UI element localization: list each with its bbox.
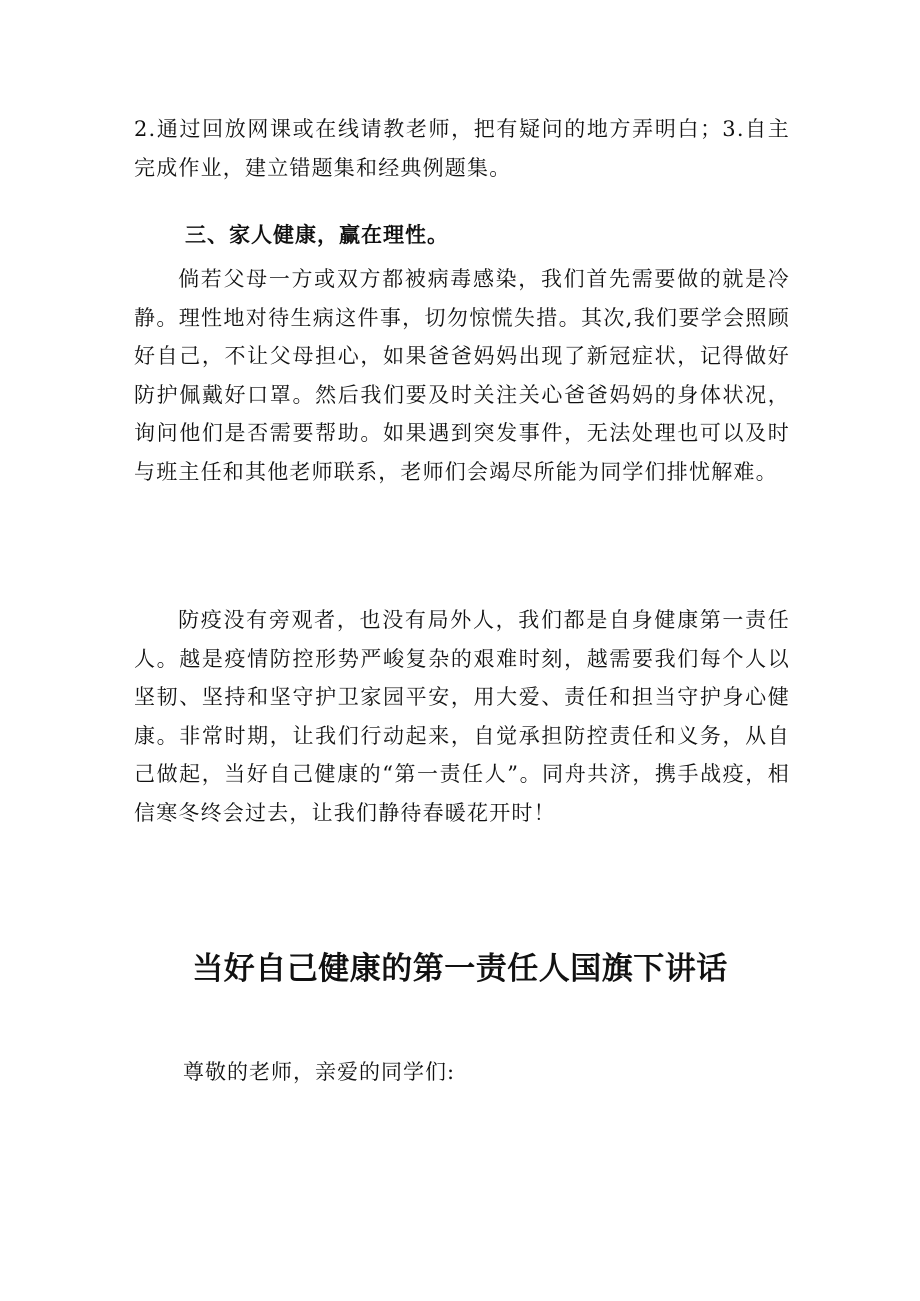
speech-greeting: 尊敬的老师，亲爱的同学们: (183, 1060, 456, 1084)
paragraph-study-tips: 2.通过回放网课或在线请教老师，把有疑问的地方弄明白；3.自主完成作业，建立错题集和经典例题集。 (134, 117, 790, 180)
speech-title: 当好自己健康的第一责任人国旗下讲话 (192, 951, 728, 987)
section-heading-family-health: 三、家人健康，赢在理性。 (185, 223, 449, 247)
paragraph-family-health: 倘若父母一方或双方都被病毒感染，我们首先需要做的就是冷静。理性地对待生病这件事，切勿惊慌失措。其次,我们要学会照顾好自己，不让父母担心，如果爸爸妈妈出现了新冠症状，记得做好防护佩戴好口罩。然后我们要及时关注关心爸爸妈妈的身体状况，询问他们是否需要帮助。如果遇到突发事件，无法处理也可以及时与班主任和其他老师联系，老师们会竭尽所能为同学们排忧解难。 (134, 267, 790, 484)
paragraph-closing: 防疫没有旁观者，也没有局外人，我们都是自身健康第一责任人。越是疫情防控形势严峻复杂的艰难时刻，越需要我们每个人以坚韧、坚持和坚守护卫家园平安，用大爱、责任和担当守护身心健康。非常时期，让我们行动起来，自觉承担防控责任和义务，从自己做起，当好自己健康的“第一责任人”。同舟共济，携手战疫，相信寒冬终会过去，让我们静待春暖花开时！ (134, 608, 790, 825)
